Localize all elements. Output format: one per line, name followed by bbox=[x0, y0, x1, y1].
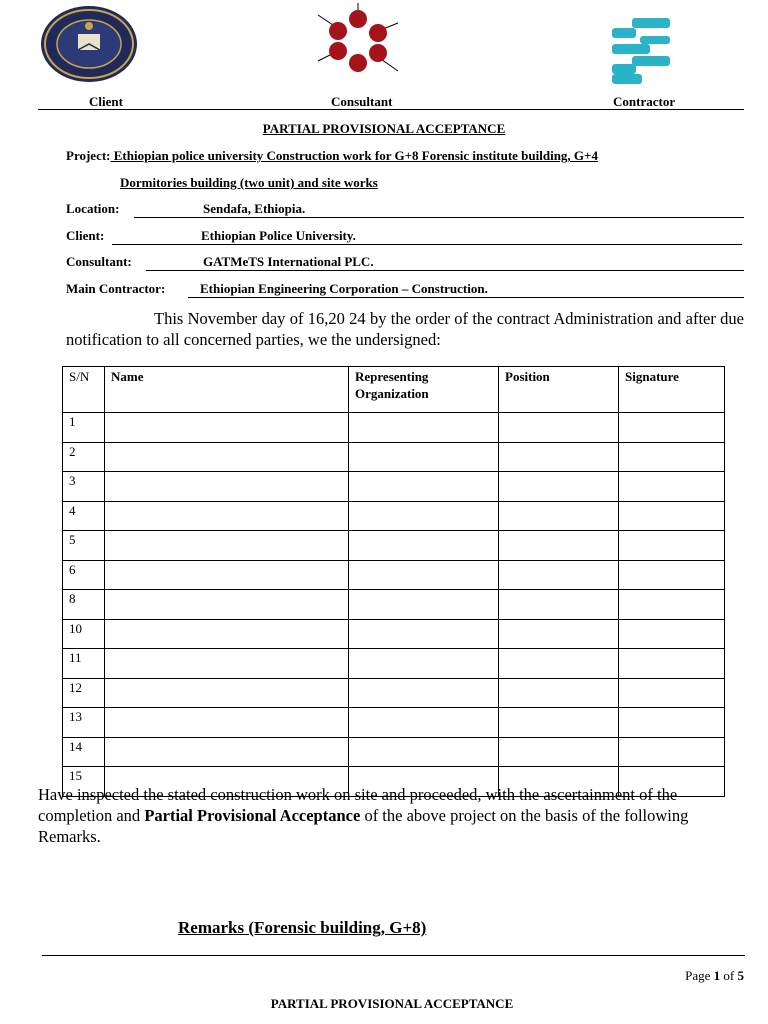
signature-cell bbox=[619, 737, 725, 767]
position-cell bbox=[499, 708, 619, 738]
signature-cell bbox=[619, 560, 725, 590]
organization-cell bbox=[349, 472, 499, 502]
table-row bbox=[63, 737, 725, 767]
project-value-line1: Ethiopian police university Construction work for G+8 Forensic institute building, G+4 bbox=[110, 148, 598, 163]
project-value-line2: Dormitories building (two unit) and site works bbox=[120, 175, 378, 190]
table-row bbox=[63, 442, 725, 472]
row-number: 4 bbox=[63, 501, 105, 531]
name-cell bbox=[105, 649, 349, 679]
client-field-value: Ethiopian Police University. bbox=[201, 228, 356, 243]
party-labels-row bbox=[38, 93, 744, 110]
table-row bbox=[63, 560, 725, 590]
position-cell bbox=[499, 678, 619, 708]
contractor-logo bbox=[610, 18, 672, 84]
client-label: Client bbox=[89, 94, 123, 109]
client-seal-logo bbox=[40, 4, 138, 84]
signature-cell bbox=[619, 472, 725, 502]
table-row bbox=[63, 619, 725, 649]
location-value: Sendafa, Ethiopia. bbox=[203, 201, 306, 216]
position-cell bbox=[499, 590, 619, 620]
organization-cell bbox=[349, 442, 499, 472]
contractor-field-label: Main Contractor: bbox=[66, 281, 166, 296]
client-field-label: Client: bbox=[66, 228, 105, 243]
document-title: PARTIAL PROVISIONAL ACCEPTANCE bbox=[262, 121, 506, 136]
row-number: 11 bbox=[63, 649, 105, 679]
position-cell bbox=[499, 737, 619, 767]
name-cell bbox=[105, 737, 349, 767]
row-number: 2 bbox=[63, 442, 105, 472]
project-label: Project: bbox=[66, 148, 111, 163]
signature-cell bbox=[619, 413, 725, 443]
organization-cell bbox=[349, 501, 499, 531]
signature-cell bbox=[619, 708, 725, 738]
row-number: 8 bbox=[63, 590, 105, 620]
organization-cell bbox=[349, 619, 499, 649]
organization-cell bbox=[349, 590, 499, 620]
inspection-paragraph bbox=[38, 784, 744, 847]
name-cell bbox=[105, 472, 349, 502]
footer-divider bbox=[42, 955, 745, 956]
contractor-label: Contractor bbox=[613, 94, 676, 109]
contractor-field bbox=[66, 281, 744, 297]
position-cell bbox=[499, 560, 619, 590]
location-underline bbox=[134, 201, 744, 218]
row-number: 10 bbox=[63, 619, 105, 649]
name-cell bbox=[105, 560, 349, 590]
name-cell bbox=[105, 501, 349, 531]
consultant-underline bbox=[146, 254, 744, 271]
signature-cell bbox=[619, 678, 725, 708]
position-cell bbox=[499, 531, 619, 561]
position-cell bbox=[499, 472, 619, 502]
intro-paragraph: This November day of 16,20 24 by the order of the contract Administration and after due notification to all concerned parties, we the undersigned: bbox=[66, 309, 744, 349]
name-cell bbox=[105, 413, 349, 443]
inspection-text-after: of the above project on the basis of the following Remarks. bbox=[38, 806, 689, 846]
name-cell bbox=[105, 678, 349, 708]
organization-cell bbox=[349, 678, 499, 708]
organization-cell bbox=[349, 737, 499, 767]
table-row bbox=[63, 649, 725, 679]
organization-cell bbox=[349, 560, 499, 590]
row-number: 12 bbox=[63, 678, 105, 708]
inspection-emphasis: Partial Provisional Acceptance bbox=[144, 806, 361, 825]
table-row bbox=[63, 708, 725, 738]
name-cell bbox=[105, 619, 349, 649]
name-cell bbox=[105, 442, 349, 472]
table-row bbox=[63, 472, 725, 502]
signature-cell bbox=[619, 590, 725, 620]
row-number: 3 bbox=[63, 472, 105, 502]
table-row bbox=[63, 531, 725, 561]
page-current: 1 bbox=[713, 968, 721, 983]
row-number: 13 bbox=[63, 708, 105, 738]
consultant-field-value: GATMeTS International PLC. bbox=[203, 254, 374, 269]
organization-cell bbox=[349, 531, 499, 561]
name-cell bbox=[105, 708, 349, 738]
client-underline bbox=[112, 228, 742, 245]
organization-cell bbox=[349, 708, 499, 738]
page-number bbox=[685, 968, 744, 984]
position-cell bbox=[499, 619, 619, 649]
location-label: Location: bbox=[66, 201, 120, 216]
page-of: of bbox=[720, 968, 738, 983]
table-row bbox=[63, 590, 725, 620]
location-field bbox=[66, 201, 744, 217]
signature-cell bbox=[619, 619, 725, 649]
page-prefix: Page bbox=[685, 968, 714, 983]
organization-cell bbox=[349, 649, 499, 679]
table-row bbox=[63, 413, 725, 443]
header-signature: Signature bbox=[619, 367, 725, 413]
consultant-field-label: Consultant: bbox=[66, 254, 132, 269]
row-number: 1 bbox=[63, 413, 105, 443]
name-cell bbox=[105, 531, 349, 561]
row-number: 15 bbox=[63, 767, 105, 797]
remarks-title: Remarks (Forensic building, G+8) bbox=[178, 918, 427, 937]
contractor-underline bbox=[188, 281, 744, 298]
position-cell bbox=[499, 501, 619, 531]
header-position: Position bbox=[499, 367, 619, 413]
table-header-row bbox=[63, 367, 725, 413]
inspection-text-before: Have inspected the stated construction work on site and proceeded, with the ascertainment of the completion and bbox=[38, 785, 678, 825]
attendance-table bbox=[62, 366, 725, 797]
client-field bbox=[66, 228, 744, 244]
header-organization: Representing Organization bbox=[349, 367, 499, 413]
header-name: Name bbox=[105, 367, 349, 413]
position-cell bbox=[499, 413, 619, 443]
consultant-field bbox=[66, 254, 744, 270]
position-cell bbox=[499, 649, 619, 679]
signature-cell bbox=[619, 531, 725, 561]
contractor-field-value: Ethiopian Engineering Corporation – Construction. bbox=[200, 281, 488, 296]
consultant-label: Consultant bbox=[331, 94, 393, 109]
organization-cell bbox=[349, 413, 499, 443]
name-cell bbox=[105, 590, 349, 620]
table-row bbox=[63, 678, 725, 708]
signature-cell bbox=[619, 649, 725, 679]
row-number: 14 bbox=[63, 737, 105, 767]
page-total: 5 bbox=[737, 968, 744, 983]
signature-cell bbox=[619, 442, 725, 472]
table-row bbox=[63, 501, 725, 531]
position-cell bbox=[499, 442, 619, 472]
header-sn: S/N bbox=[63, 367, 105, 413]
footer-title: PARTIAL PROVISIONAL ACCEPTANCE bbox=[270, 996, 514, 1011]
project-line bbox=[66, 148, 598, 164]
signature-cell bbox=[619, 501, 725, 531]
row-number: 6 bbox=[63, 560, 105, 590]
consultant-logo bbox=[314, 3, 402, 75]
row-number: 5 bbox=[63, 531, 105, 561]
